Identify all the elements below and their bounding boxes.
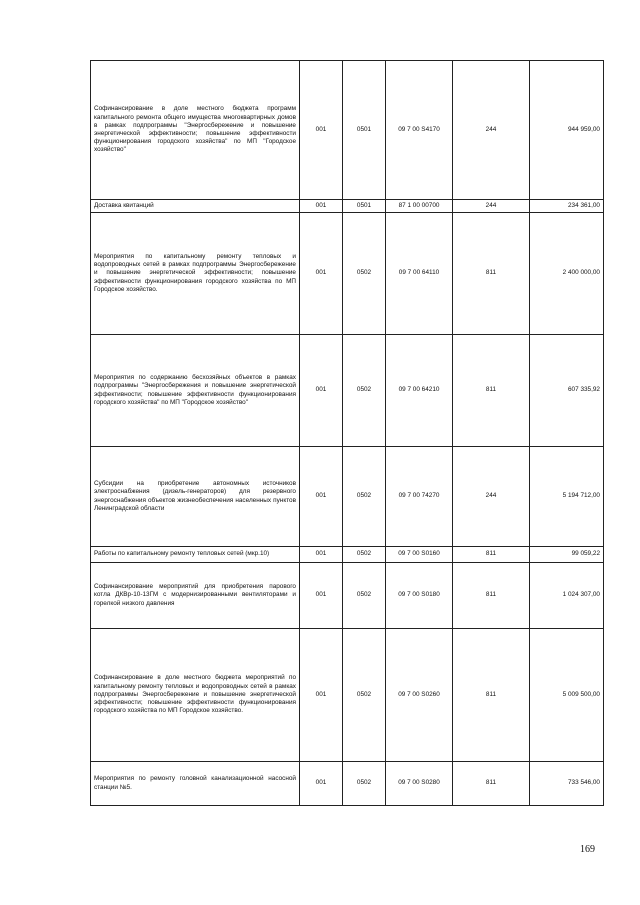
row-amount: 733 546,00 [530,762,604,806]
row-name: Работы по капитальному ремонту тепловых сетей (мкр.10) [91,547,300,563]
row-name: Доставка квитанций [91,200,300,213]
table-row [91,335,604,447]
row-department-code: 001 [300,762,343,806]
row-amount: 1 024 307,00 [530,563,604,629]
row-amount: 944 959,00 [530,61,604,200]
row-expense-type: 811 [453,547,530,563]
row-target-code: 09 7 00 S0160 [386,547,453,563]
row-section-code: 0502 [343,629,386,762]
row-amount: 2 400 000,00 [530,213,604,335]
row-expense-type: 244 [453,200,530,213]
row-section-code: 0502 [343,213,386,335]
row-expense-type: 811 [453,563,530,629]
row-amount: 99 059,22 [530,547,604,563]
row-amount: 234 361,00 [530,200,604,213]
page-number: 169 [580,844,595,855]
row-target-code: 09 7 00 64110 [386,213,453,335]
row-name: Мероприятия по ремонту головной канализационной насосной станции №5. [91,762,300,806]
row-amount: 607 335,92 [530,335,604,447]
table-row [91,762,604,806]
row-amount: 5 009 500,00 [530,629,604,762]
row-expense-type: 811 [453,335,530,447]
row-name: Софинансирование в доле местного бюджета мероприятий по капитальному ремонту тепловых и водопроводных сетей в рамках подпрограммы Энергосбережение и повышение энергетической эффективности; повышение эффективности функционирования городского хозяйства по МП Городское хозяйство. [91,629,300,762]
row-amount: 5 194 712,00 [530,447,604,547]
row-target-code: 09 7 00 S0280 [386,762,453,806]
table-row [91,547,604,563]
table-row [91,629,604,762]
row-section-code: 0502 [343,762,386,806]
table-row [91,563,604,629]
row-department-code: 001 [300,563,343,629]
row-expense-type: 244 [453,61,530,200]
row-section-code: 0501 [343,61,386,200]
row-expense-type: 244 [453,447,530,547]
row-target-code: 09 7 00 S4170 [386,61,453,200]
row-section-code: 0502 [343,563,386,629]
row-department-code: 001 [300,629,343,762]
row-section-code: 0502 [343,547,386,563]
row-department-code: 001 [300,200,343,213]
row-department-code: 001 [300,335,343,447]
table-row [91,447,604,547]
row-name: Софинансирование в доле местного бюджета программ капитального ремонта общего имущества многоквартирных домов в рамках подпрограммы "Энергосбережение и повышение энергетической эффективности; повышение эффективности функционирования городского хозяйства" по МП "Городское хозяйство" [91,61,300,200]
row-department-code: 001 [300,213,343,335]
row-target-code: 09 7 00 S0260 [386,629,453,762]
row-section-code: 0502 [343,447,386,547]
table-row [91,61,604,200]
row-name: Мероприятия по содержанию бесхозяйных объектов в рамках подпрограммы "Энергосбережения и повышение энергетической эффективности; повышение эффективности функционирования городского хозяйства" по МП "Городское хозяйство" [91,335,300,447]
row-expense-type: 811 [453,762,530,806]
row-name: Мероприятия по капитальному ремонту тепловых и водопроводных сетей в рамках подпрограммы Энергосбережение и повышение энергетической эффективности; повышение эффективности функционирования городского хозяйства по МП Городское хозяйство. [91,213,300,335]
table-row [91,213,604,335]
row-target-code: 09 7 00 64210 [386,335,453,447]
row-section-code: 0501 [343,200,386,213]
row-department-code: 001 [300,547,343,563]
row-target-code: 87 1 00 00700 [386,200,453,213]
budget-table [90,60,604,806]
row-expense-type: 811 [453,629,530,762]
row-name: Софинансирование мероприятий для приобретения парового котла ДКВр-10-13ГМ с модернизированными вентиляторами и горелкой низкого давления [91,563,300,629]
row-target-code: 09 7 00 74270 [386,447,453,547]
row-name: Субсидии на приобретение автономных источников электроснабжения (дизель-генераторов) для резервного энергоснабжения объектов жизнеобеспечения населенных пунктов Ленинградской области [91,447,300,547]
row-expense-type: 811 [453,213,530,335]
row-target-code: 09 7 00 S0180 [386,563,453,629]
row-department-code: 001 [300,61,343,200]
table-row [91,200,604,213]
row-section-code: 0502 [343,335,386,447]
row-department-code: 001 [300,447,343,547]
